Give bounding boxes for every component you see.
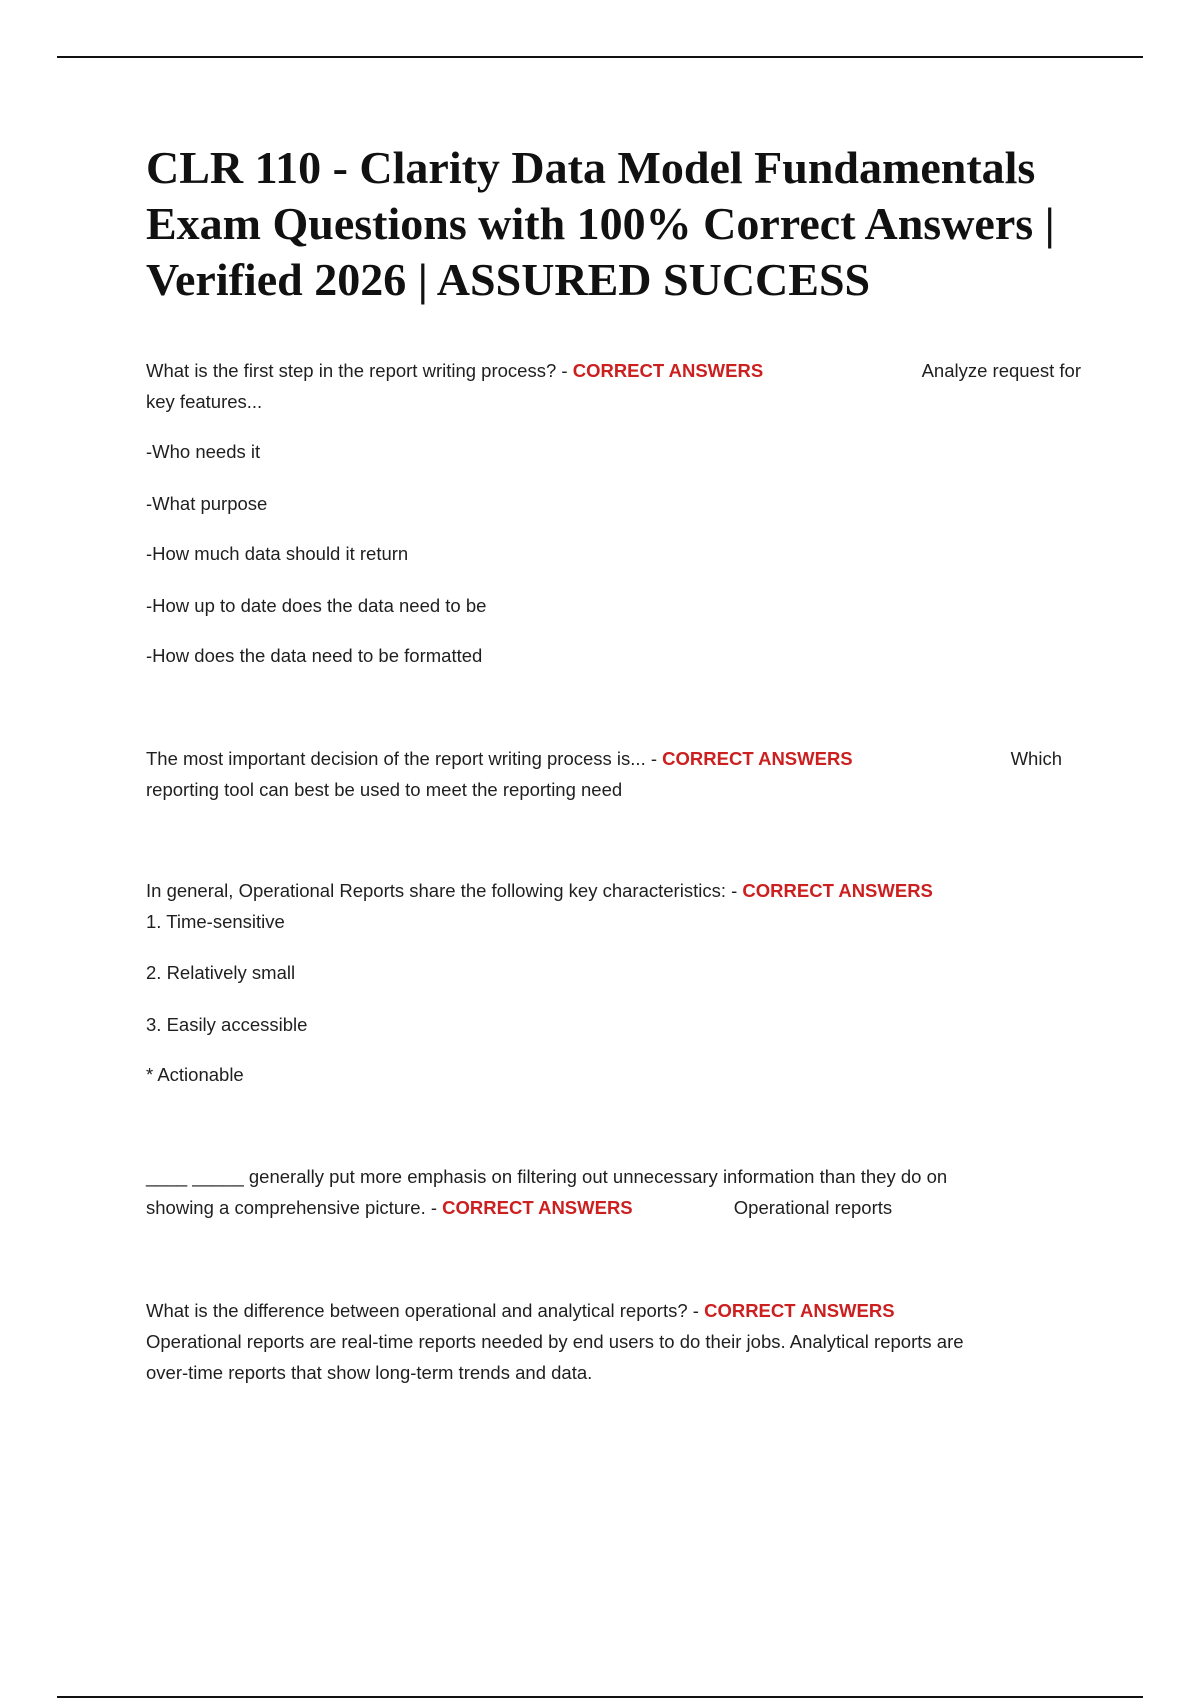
- bottom-rule: [57, 1696, 1143, 1698]
- correct-answers-label: CORRECT ANSWERS: [662, 748, 853, 769]
- list-item: -How does the data need to be formatted: [146, 645, 483, 666]
- list-item: -How up to date does the data need to be: [146, 595, 487, 616]
- answer-text: Operational reports are real-time reports needed by end users to do their jobs. Analytical reports are: [146, 1331, 964, 1352]
- question-text: What is the difference between operational and analytical reports? -: [146, 1300, 699, 1321]
- qa-item: [146, 875, 1081, 1090]
- question-text: showing a comprehensive picture. -: [146, 1197, 438, 1218]
- answer-text: Analyze request for: [921, 360, 1081, 381]
- document-title: CLR 110 - Clarity Data Model Fundamentals Exam Questions with 100% Correct Answers | Verified 2026 | ASSURED SUCCESS: [146, 142, 1055, 305]
- document-body: [146, 140, 1081, 1388]
- answer-text: Which: [1010, 748, 1062, 769]
- correct-answers-label: CORRECT ANSWERS: [742, 880, 933, 901]
- question-text: In general, Operational Reports share the following key characteristics: -: [146, 880, 738, 901]
- list-item: -Who needs it: [146, 441, 261, 462]
- qa-item: [146, 355, 1081, 671]
- correct-answers-label: CORRECT ANSWERS: [572, 360, 764, 381]
- answer-text: Operational reports: [733, 1197, 893, 1218]
- question-text: The most important decision of the report writing process is... -: [146, 748, 658, 769]
- qa-item: [146, 1161, 1081, 1223]
- list-item: * Actionable: [146, 1064, 244, 1085]
- list-item: -What purpose: [146, 493, 268, 514]
- correct-answers-label: CORRECT ANSWERS: [704, 1300, 895, 1321]
- answer-text: key features...: [146, 391, 263, 412]
- qa-item: [146, 743, 1081, 805]
- list-item: 3. Easily accessible: [146, 1014, 308, 1035]
- answer-text: over-time reports that show long-term trends and data.: [146, 1362, 593, 1383]
- list-item: 2. Relatively small: [146, 962, 296, 983]
- qa-item: [146, 1295, 1081, 1388]
- question-text: ____ _____ generally put more emphasis on filtering out unnecessary information than they do on: [146, 1166, 948, 1187]
- answer-text: reporting tool can best be used to meet the reporting need: [146, 779, 623, 800]
- top-rule: [57, 56, 1143, 58]
- question-text: What is the first step in the report writing process? -: [146, 360, 568, 381]
- correct-answers-label: CORRECT ANSWERS: [442, 1197, 633, 1218]
- list-item: 1. Time-sensitive: [146, 911, 285, 932]
- list-item: -How much data should it return: [146, 543, 409, 564]
